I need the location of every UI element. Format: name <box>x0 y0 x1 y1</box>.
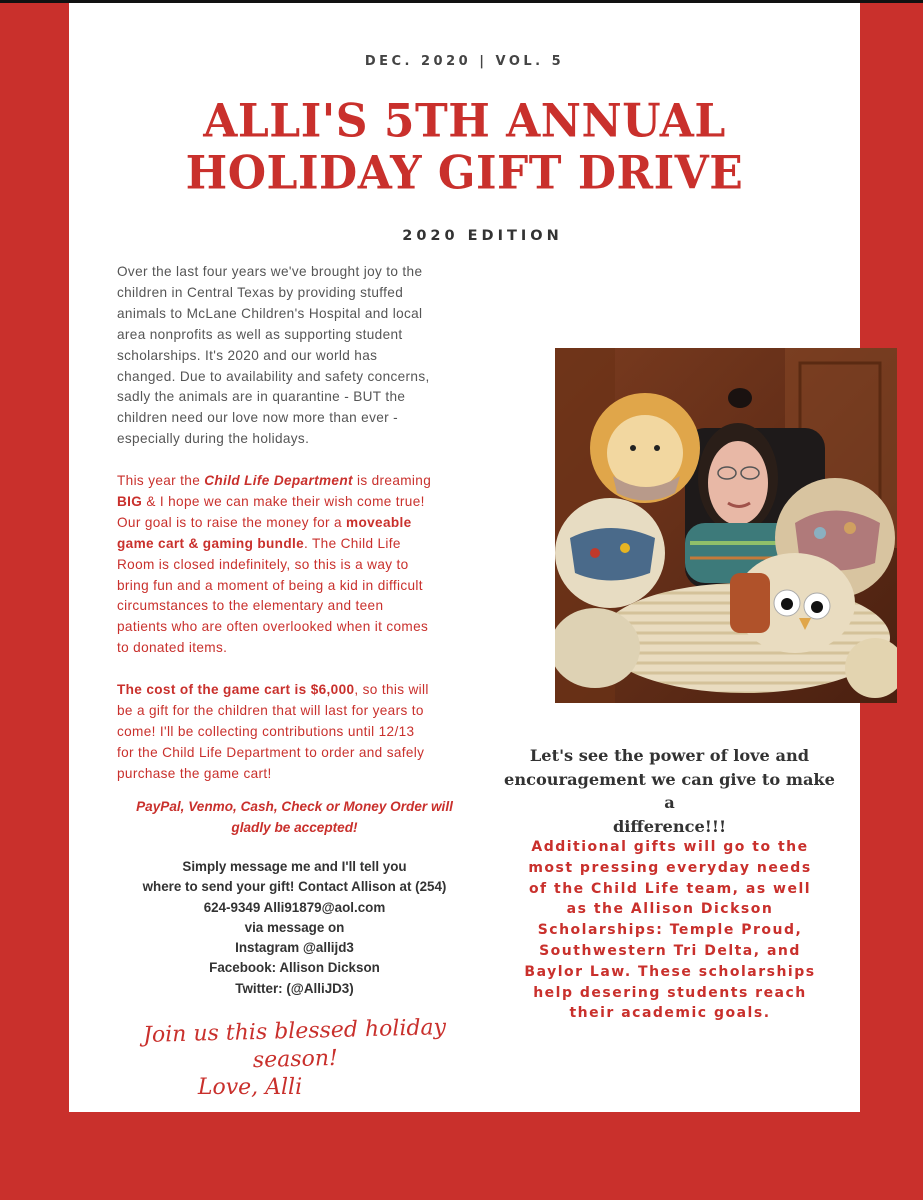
quote-line: encouragement we can give to make a <box>504 769 835 812</box>
signoff-signature: Love, Alli <box>197 1075 303 1100</box>
contact-line: Instagram @allijd3 <box>235 940 354 956</box>
edition-label: 2020 EDITION <box>402 228 563 244</box>
intro-line: animals to McLane Children's Hospital and local <box>117 305 423 321</box>
contact-line: Twitter: (@AlliJD3) <box>235 980 354 996</box>
contact-line: via message on <box>244 919 345 935</box>
contact-line: Simply message me and I'll tell you <box>182 859 407 874</box>
cost-line: purchase the game cart! <box>117 765 272 781</box>
payment-methods <box>117 797 472 838</box>
quote-line: difference!!! <box>612 816 727 836</box>
cost-line <box>117 680 482 701</box>
title-line-2: HOLIDAY GIFT DRIVE <box>185 146 744 200</box>
page-title <box>69 96 860 200</box>
contact-line: 624-9349 Alli91879@aol.com <box>203 899 386 915</box>
wish-highlight: game cart & gaming bundle <box>117 535 305 551</box>
cost-line: for the Child Life Department to order and safely <box>117 744 425 760</box>
additional-line: Southwestern Tri Delta, and <box>539 942 801 959</box>
wish-text: is dreaming <box>352 473 432 489</box>
cost-line: come! I'll be collecting contributions until 12/13 <box>117 723 415 739</box>
wish-line <box>117 534 482 555</box>
cost-paragraph <box>117 680 482 785</box>
additional-line: most pressing everyday needs <box>528 859 812 876</box>
additional-line: as the Allison Dickson <box>566 901 774 918</box>
additional-line: Additional gifts will go to the <box>531 839 809 855</box>
additional-line: Scholarships: Temple Proud, <box>537 922 803 939</box>
intro-line: sadly the animals are in quarantine - BUT the <box>117 389 406 405</box>
cost-text: , so this will <box>354 682 429 698</box>
additional-line: their academic goals. <box>569 1005 771 1022</box>
wish-highlight: moveable <box>346 514 412 530</box>
additional-line: of the Child Life team, as well <box>528 880 812 897</box>
wish-text: & I hope we can make their wish come true! <box>142 493 425 509</box>
quote-line: Let's see the power of love and <box>529 746 810 765</box>
wish-line: Room is closed indefinitely, so this is a way to <box>117 556 409 572</box>
wish-line <box>117 471 482 492</box>
wish-line: circumstances to the elementary and teen <box>117 598 384 614</box>
payment-line: PayPal, Venmo, Cash, Check or Money Order will <box>136 799 453 814</box>
photo-illustration <box>555 348 897 703</box>
wish-line: bring fun and a moment of being a kid in difficult <box>117 577 423 593</box>
additional-line: help desering students reach <box>533 984 807 1001</box>
wish-line: patients who are often overlooked when it comes <box>117 619 429 635</box>
wish-paragraph <box>117 471 482 659</box>
wish-highlight: BIG <box>117 493 143 509</box>
wish-text: This year the <box>117 473 205 489</box>
wish-line: to donated items. <box>117 640 228 656</box>
intro-line: area nonprofits as well as supporting student <box>117 326 403 342</box>
wish-line <box>117 513 482 534</box>
intro-line: especially during the holidays. <box>117 431 310 447</box>
intro-line: children need our love now more than ever - <box>117 410 399 426</box>
title-line-1: ALLI'S 5TH ANNUAL <box>203 94 726 148</box>
cost-line: be a gift for the children that will last for years to <box>117 703 424 718</box>
signoff-line: Join us this blessed holiday season! <box>142 1015 447 1074</box>
contact-line: where to send your gift! Contact Allison at (254) <box>142 879 447 895</box>
left-column <box>117 262 482 785</box>
additional-gifts <box>495 837 845 1024</box>
wish-text: . The Child Life <box>304 535 401 551</box>
intro-line: scholarships. It's 2020 and our world has <box>117 347 378 363</box>
issue-label: DEC. 2020 | VOL. 5 <box>364 54 565 69</box>
photo-with-stuffed-animals <box>555 348 897 703</box>
additional-line: Baylor Law. These scholarships <box>524 963 816 980</box>
quote <box>497 744 842 838</box>
intro-line: children in Central Texas by providing stuffed <box>117 284 404 300</box>
wish-highlight: Child Life Department <box>204 473 353 489</box>
contact-line: Facebook: Allison Dickson <box>209 960 380 976</box>
wish-line <box>117 492 482 513</box>
intro-paragraph <box>117 262 482 450</box>
cost-highlight: The cost of the game cart is $6,000 <box>117 682 355 698</box>
intro-line: changed. Due to availability and safety concerns, <box>117 368 430 384</box>
wish-text: Our goal is to raise the money for a <box>117 514 347 530</box>
intro-line: Over the last four years we've brought joy to the <box>117 264 423 279</box>
signoff <box>110 1015 480 1102</box>
payment-line: gladly be accepted! <box>231 819 358 835</box>
contact-info <box>112 857 477 999</box>
